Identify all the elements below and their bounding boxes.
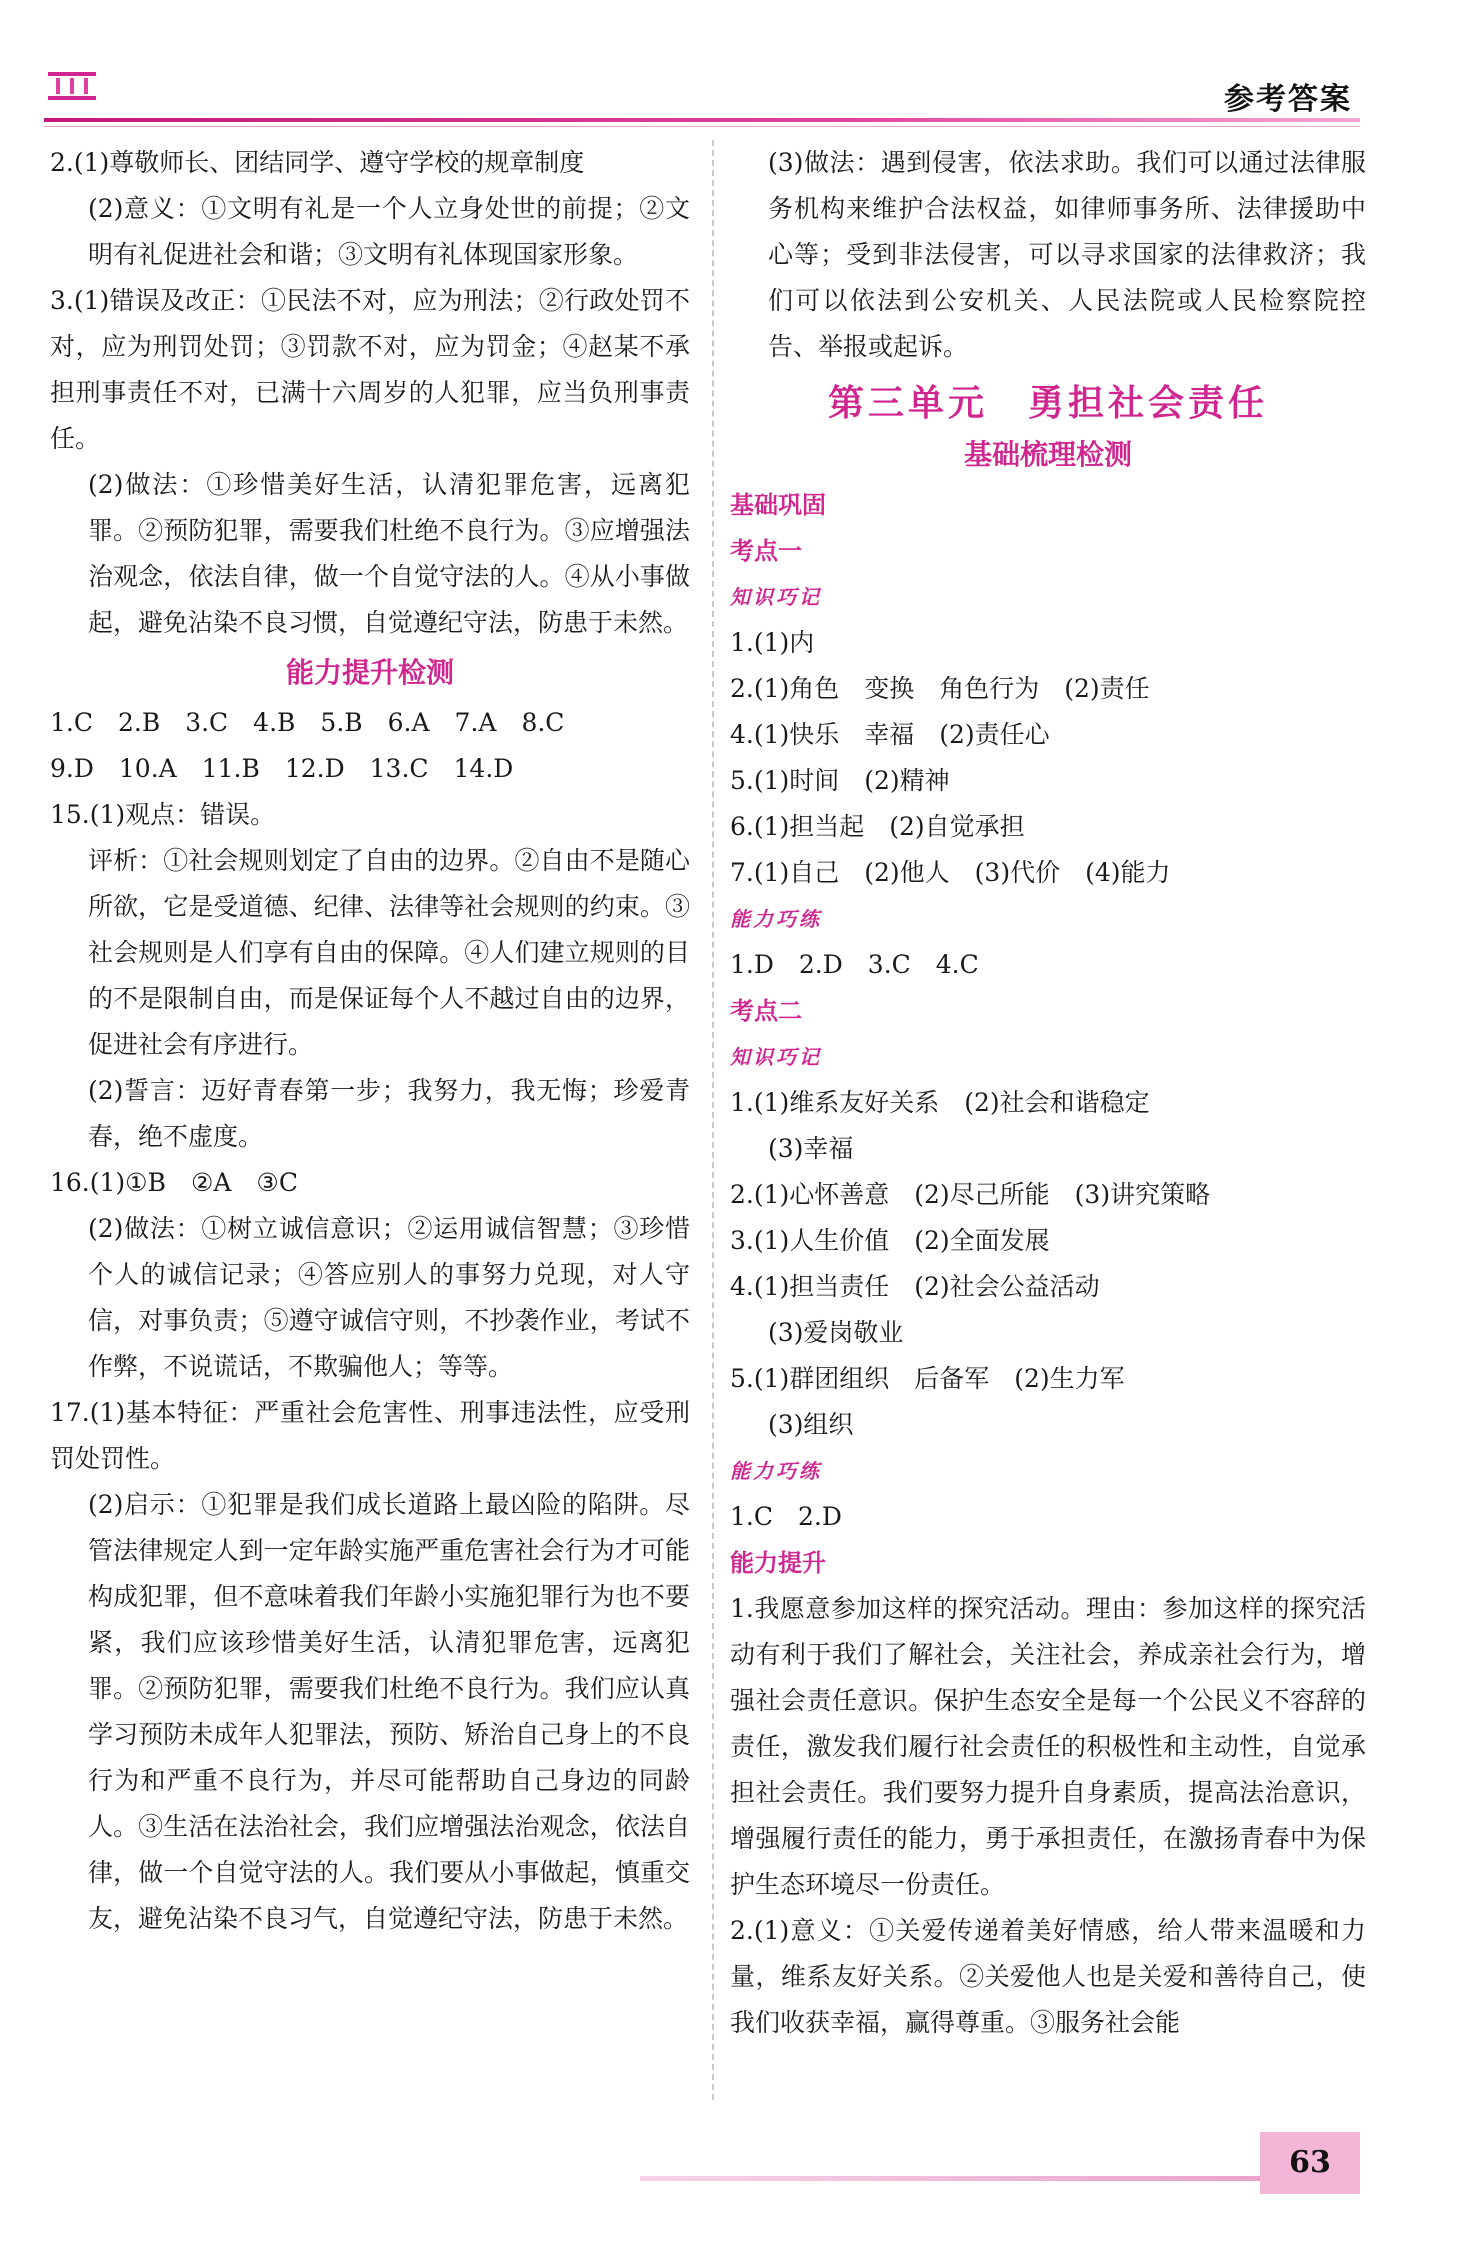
unit-heading: 第三单元 勇担社会责任 [827, 382, 1268, 424]
answer-line: 16.(1)①B ②A ③C [50, 1168, 298, 1197]
answer-line: 15.(1)观点：错误。 [50, 800, 276, 829]
answer-line: (3)做法：遇到侵害，依法求助。我们可以通过法律服务机构来维护合法权益，如律师事务所、法律援助中心等；受到非法侵害，可以寻求国家的法律救济；我们可以依法到公安机关、人民法院或人民检察院控告、举报或起诉。 [768, 148, 1366, 361]
topic-label: 能力提升 [730, 1549, 826, 1577]
section-heading: 基础梳理检测 [963, 438, 1132, 471]
answer-line: 3.(1)人生价值 (2)全面发展 [730, 1226, 1050, 1255]
answer-line: 4.(1)担当责任 (2)社会公益活动 [730, 1272, 1100, 1301]
answer-line: 5.(1)群团组织 后备军 (2)生力军 [730, 1364, 1125, 1393]
answer-line: (3)爱岗敬业 [768, 1318, 904, 1347]
answer-line: 2.(1)心怀善意 (2)尽己所能 (3)讲究策略 [730, 1180, 1211, 1209]
book-logo-icon [44, 66, 100, 106]
answer-line: 1.我愿意参加这样的探究活动。理由：参加这样的探究活动有利于我们了解社会，关注社会，养成亲社会行为，增强社会责任意识。保护生态安全是每一个公民义不容辞的责任，激发我们履行社会责任的积极性和主动性，自觉承担社会责任。我们要努力提升自身素质，提高法治意识，增强履行责任的能力，勇于承担责任，在激扬青春中为保护生态环境尽一份责任。 [730, 1594, 1366, 1899]
header-title: 参考答案 [1224, 82, 1352, 117]
sub-label: 知识巧记 [730, 1045, 822, 1069]
answer-line: 17.(1)基本特征：严重社会危害性、刑事违法性，应受刑罚处罚性。 [50, 1398, 690, 1473]
topic-label: 考点二 [730, 997, 802, 1025]
sub-label: 能力巧练 [730, 907, 822, 931]
footer-rule [640, 2176, 1264, 2181]
answer-line: 评析：①社会规则划定了自由的边界。②自由不是随心所欲，它是受道德、纪律、法律等社会规则的约束。③社会规则是人们享有自由的保障。④人们建立规则的目的不是限制自由，而是保证每个人不越过自由的边界，促进社会有序进行。 [88, 846, 690, 1059]
answer-line: (2)做法：①珍惜美好生活，认清犯罪危害，远离犯罪。②预防犯罪，需要我们杜绝不良行为。③应增强法治观念，依法自律，做一个自觉守法的人。④从小事做起，避免沾染不良习惯，自觉遵纪守法，防患于未然。 [88, 470, 690, 637]
header-rule [44, 118, 1360, 122]
sub-label: 能力巧练 [730, 1459, 822, 1483]
right-column [730, 140, 1366, 2046]
answer-line: 9.D 10.A 11.B 12.D 13.C 14.D [50, 754, 514, 783]
section-heading: 能力提升检测 [285, 656, 454, 689]
answer-line: 1.(1)维系友好关系 (2)社会和谐稳定 [730, 1088, 1150, 1117]
answer-line: (2)誓言：迈好青春第一步；我努力，我无悔；珍爱青春，绝不虚度。 [88, 1076, 690, 1151]
answer-line: (3)组织 [768, 1410, 854, 1439]
answer-line: (2)意义：①文明有礼是一个人立身处世的前提；②文明有礼促进社会和谐；③文明有礼体现国家形象。 [88, 194, 690, 269]
answer-line: 6.(1)担当起 (2)自觉承担 [730, 812, 1025, 841]
left-column [50, 140, 690, 1942]
answer-line: 3.(1)错误及改正：①民法不对，应为刑法；②行政处罚不对，应为刑罚处罚；③罚款不对，应为罚金；④赵某不承担刑事责任不对，已满十六周岁的人犯罪，应当负刑事责任。 [50, 286, 690, 453]
column-divider [712, 140, 714, 2100]
answer-line: (2)启示：①犯罪是我们成长道路上最凶险的陷阱。尽管法律规定人到一定年龄实施严重危害社会行为才可能构成犯罪，但不意味着我们年龄小实施犯罪行为也不要紧，我们应该珍惜美好生活，认清犯罪危害，远离犯罪。②预防犯罪，需要我们杜绝不良行为。我们应认真学习预防未成年人犯罪法，预防、矫治自己身上的不良行为和严重不良行为，并尽可能帮助自己身边的同龄人。③生活在法治社会，我们应增强法治观念，依法自律，做一个自觉守法的人。我们要从小事做起，慎重交友，避免沾染不良习气，自觉遵纪守法，防患于未然。 [88, 1490, 690, 1933]
answer-line: 1.(1)内 [730, 628, 815, 657]
page-number: 63 [1260, 2132, 1360, 2194]
answer-line: (3)幸福 [768, 1134, 854, 1163]
topic-label: 基础巩固 [730, 491, 826, 519]
topic-label: 考点一 [730, 537, 802, 565]
answer-line: 7.(1)自己 (2)他人 (3)代价 (4)能力 [730, 858, 1171, 887]
answer-line: (2)做法：①树立诚信意识；②运用诚信智慧；③珍惜个人的诚信记录；④答应别人的事努力兑现，对人守信，对事负责；⑤遵守诚信守则，不抄袭作业，考试不作弊，不说谎话，不欺骗他人；等等。 [88, 1214, 690, 1381]
answer-line: 5.(1)时间 (2)精神 [730, 766, 950, 795]
answer-line: 2.(1)角色 变换 角色行为 (2)责任 [730, 674, 1150, 703]
sub-label: 知识巧记 [730, 585, 822, 609]
answer-line: 2.(1)意义：①关爱传递着美好情感，给人带来温暖和力量，维系友好关系。②关爱他人也是关爱和善待自己，使我们收获幸福，赢得尊重。③服务社会能 [730, 1916, 1366, 2037]
answer-line: 1.D 2.D 3.C 4.C [730, 950, 979, 979]
header-rule-thin [44, 126, 1360, 127]
answer-line: 1.C 2.B 3.C 4.B 5.B 6.A 7.A 8.C [50, 708, 565, 737]
answer-line: 4.(1)快乐 幸福 (2)责任心 [730, 720, 1050, 749]
answer-line: 2.(1)尊敬师长、团结同学、遵守学校的规章制度 [50, 148, 585, 177]
answer-line: 1.C 2.D [730, 1502, 842, 1531]
